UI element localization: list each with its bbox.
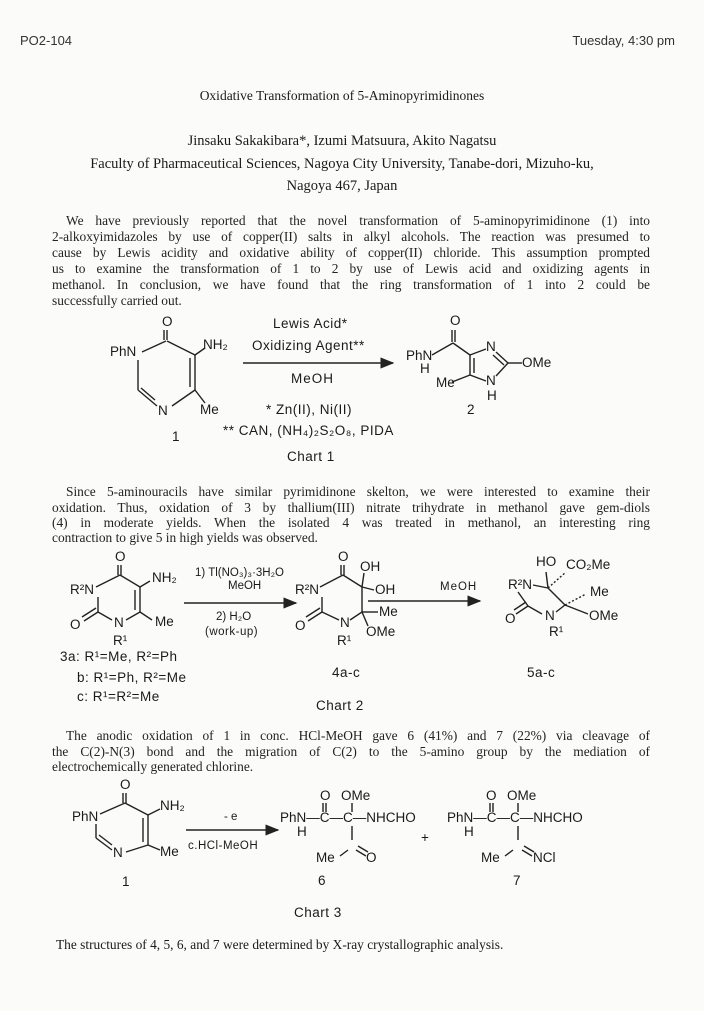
atom-label: OH (360, 559, 381, 574)
compound-1-bonds-chart3 (96, 793, 160, 852)
atom-label: NH₂ (152, 570, 177, 585)
atom-label: O (505, 611, 516, 626)
paragraph-line: The anodic oxidation of 1 in conc. HCl-MeOH gave 6 (41%) and 7 (22%) via cleavage of (66, 728, 650, 743)
atom-label: N (158, 403, 168, 418)
paragraph-line: 2-alkoxyimidazoles by use of copper(II) salts in alkyl alcohols. The reaction was presumed to (52, 229, 650, 244)
atom-label: OMe (507, 788, 537, 803)
atom-label: R²N (70, 582, 94, 597)
atom-label: Me (316, 850, 335, 865)
atom-label: Me (160, 844, 179, 859)
compound-number: 1 (172, 429, 180, 444)
paragraph-line: methanol. In conclusion, we have found that the ring transformation of 1 into 2 could be (52, 277, 650, 292)
atom-label: OMe (366, 624, 396, 639)
paragraph-line: (4) in moderate yields. When the isolated 4 was treated in methanol, an interesting ring (52, 515, 650, 530)
atom-label: O (320, 788, 331, 803)
atom-label: Me (200, 402, 219, 417)
atom-label: H (487, 388, 497, 403)
affiliation-line-2: Nagoya 467, Japan (286, 178, 398, 194)
atom-label: Me (481, 850, 500, 865)
atom-label: R¹ (113, 633, 128, 648)
atom-label: NH₂ (203, 337, 228, 352)
reaction-condition: Oxidizing Agent** (252, 338, 365, 353)
paragraph-line: We have previously reported that the novel transformation of 5-aminopyrimidinone (1) into (66, 213, 650, 228)
atom-label: Me (436, 375, 455, 390)
compound-number: 5a-c (527, 665, 556, 680)
atom-label: O (162, 314, 173, 329)
paragraph-line: cause by Lewis acidity and oxidative ability of copper(II) chloride. This assumption prompted (52, 245, 650, 260)
atom-label: N (113, 845, 123, 860)
footnote: * Zn(II), Ni(II) (266, 402, 352, 417)
atom-label: HO (536, 554, 557, 569)
atom-label: R²N (508, 577, 532, 592)
compound-number: 7 (513, 873, 521, 888)
atom-label: OMe (522, 355, 552, 370)
atom-label: OMe (341, 788, 371, 803)
atom-label: O (338, 549, 349, 564)
atom-label: PhN (110, 344, 137, 359)
authors: Jinsaku Sakakibara*, Izumi Matsuura, Akito Nagatsu (187, 133, 497, 149)
paragraph-line: us to examine the transformation of 1 to 2 by use of Lewis acid and oxidizing agents in (52, 261, 650, 276)
reaction-condition: 1) Tl(NO₃)₃·3H₂O (195, 567, 285, 579)
atom-label: CO₂Me (566, 557, 611, 572)
atom-label: OMe (589, 608, 619, 623)
chart-caption: Chart 3 (294, 905, 342, 920)
reaction-condition: MeOH (440, 581, 478, 593)
atom-label: R¹ (337, 633, 352, 648)
conclusion-text: The structures of 4, 5, 6, and 7 were determined by X-ray crystallographic analysis. (56, 937, 504, 952)
reaction-condition: MeOH (228, 580, 262, 592)
compound-1-bonds (138, 330, 205, 406)
atom-label: Me (155, 614, 174, 629)
paragraph-line: oxidation. Thus, oxidation of 3 by thallium(III) nitrate trihydrate in methanol gave gem-diols (52, 500, 650, 515)
paper-title: Oxidative Transformation of 5-Aminopyrimidinones (199, 88, 485, 103)
atom-label: O (486, 788, 497, 803)
session-time: Tuesday, 4:30 pm (572, 33, 675, 48)
paragraph-line: electrochemically generated chlorine. (52, 759, 254, 774)
atom-label: Me (590, 584, 609, 599)
paragraph-line: Since 5-aminouracils have similar pyrimidinone skelton, we were interested to examine their (66, 484, 650, 499)
compound-variant: c: R¹=R²=Me (77, 689, 160, 704)
atom-label: PhN (406, 348, 433, 363)
reaction-condition: (work-up) (205, 626, 259, 638)
atom-label: H (464, 824, 474, 839)
atom-label: O (450, 313, 461, 328)
reaction-condition: Lewis Acid* (273, 316, 348, 331)
atom-label: NH₂ (160, 798, 185, 813)
affiliation-line-1: Faculty of Pharmaceutical Sciences, Nagoya City University, Tanabe-dori, Mizuho-ku, (90, 156, 594, 172)
reaction-condition: - e (224, 811, 238, 823)
atom-label: R¹ (549, 624, 564, 639)
atom-label: O (70, 617, 81, 632)
compound-variant: 3a: R¹=Me, R²=Ph (60, 649, 178, 664)
compound-number: 4a-c (332, 665, 361, 680)
atom-label: O (120, 777, 131, 792)
atom-label: N (114, 615, 124, 630)
atom-label: N (486, 373, 496, 388)
atom-label: PhN (72, 809, 99, 824)
paragraph-line: contraction to give 5 in high yields was observed. (52, 530, 318, 545)
compound-variant: b: R¹=Ph, R²=Me (77, 670, 187, 685)
paragraph-line: successfully carried out. (52, 293, 182, 308)
atom-label: H (420, 361, 430, 376)
atom-label: N (545, 608, 555, 623)
compound-number: 2 (467, 402, 475, 417)
chart-caption: Chart 1 (287, 449, 335, 464)
paragraph-line: the C(2)-N(3) bond and the migration of C(2) to the 5-amino group by the mediation of (52, 744, 650, 759)
atom-label: O (115, 549, 126, 564)
atom-label: H (297, 824, 307, 839)
atom-label: NCl (533, 850, 556, 865)
atom-chain: PhN—C—C—NHCHO (280, 810, 416, 825)
atom-label: N (340, 615, 350, 630)
compound-number: 1 (122, 874, 130, 889)
atom-label: R²N (295, 582, 319, 597)
atom-label: Me (379, 604, 398, 619)
footnote: ** CAN, (NH₄)₂S₂O₈, PIDA (223, 423, 394, 438)
reaction-condition: MeOH (291, 371, 335, 386)
compound-number: 6 (318, 873, 326, 888)
atom-chain: PhN—C—C—NHCHO (447, 810, 583, 825)
atom-label: O (295, 618, 306, 633)
chart-caption: Chart 2 (316, 698, 364, 713)
session-code: PO2-104 (20, 33, 73, 48)
atom-label: O (366, 850, 377, 865)
reaction-condition: c.HCl-MeOH (188, 840, 259, 852)
atom-label: N (486, 339, 496, 354)
atom-label: OH (375, 582, 396, 597)
plus-sign: + (421, 830, 429, 845)
reaction-condition: 2) H₂O (216, 611, 252, 623)
